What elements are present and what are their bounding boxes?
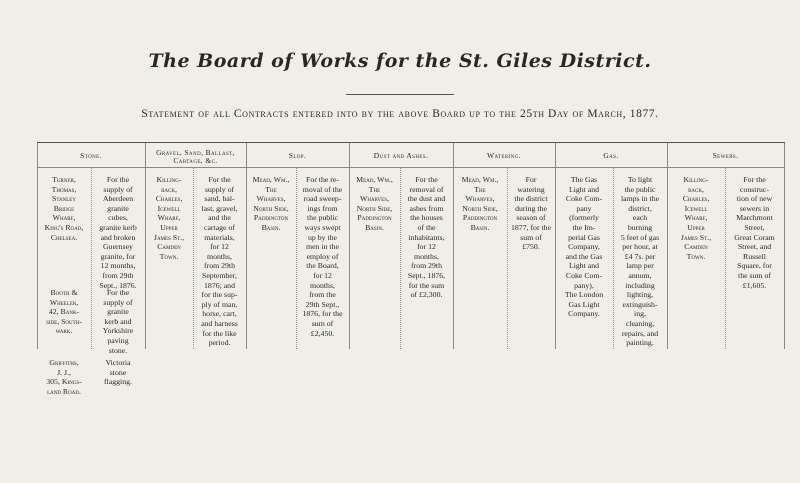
group-divider	[349, 143, 350, 349]
header-gas: Gas.	[603, 151, 619, 160]
header-watering: Watering.	[487, 151, 521, 160]
contract-description: For the supply of Aberdeen granite cubes, granite kerb and broken Guernsey granite, for 12 months, from 29th Sept., 1876.	[99, 175, 137, 290]
contract-description: For the removal of the dust and ashes from the houses of the inhabitants, for 12 months, from 29th Sept., 1876, for the sum of £2,300.	[407, 175, 446, 300]
page-title: The Board of Works for the St. Giles District.	[148, 50, 652, 72]
contractor-name: Griffiths, J. J., 305, Kings- land Road.	[46, 358, 82, 396]
group-divider	[246, 143, 247, 349]
page-subtitle: Statement of all Contracts entered into by the above Board up to the 25th Day of March, 1877.	[141, 108, 659, 120]
contract-description: For the re- moval of the road sweep- ings from the public ways swept up by the men in the employ of the Board, for 12 months, from the 29th Sept., 1876, for the sum of £2,450.	[302, 175, 343, 338]
contracts-table	[37, 142, 785, 396]
group-divider	[453, 143, 454, 349]
header-sewers: Sewers.	[712, 151, 739, 160]
title-rule	[346, 94, 454, 95]
contract-description: For the supply of granite kerb and Yorkshire paving stone.	[102, 288, 134, 355]
header-dust: Dust and Ashes.	[373, 151, 429, 160]
header-gravel: Gravel, Sand, Ballast, Cartage, &c.	[156, 148, 235, 165]
contract-description: Victoria stone flagging.	[104, 358, 132, 387]
header-stone: Stone.	[80, 151, 102, 160]
contractor-name: Mead, Wm., The Wharves, North Side, Paddington Basin.	[252, 175, 290, 232]
contractor-name: Mead, Wm., The Wharves, North Side, Paddington Basin.	[356, 175, 393, 232]
contract-description: For the supply of sand, bal- last, gravel, and the cartage of materials, for 12 months, from 29th September, 1876; and for the sup- ply of man, horse, cart, and harness for the like period.	[201, 175, 238, 348]
header-divider	[37, 167, 785, 168]
contract-description: For the construc- tion of new sewers in Marchmont Street, Great Coram Street, and Russell Square, for the sum of £1,605.	[734, 175, 775, 290]
contractor-name: Booth & Wheeler, 42, Bank- side, South- wark.	[46, 288, 82, 336]
contractor-name: Killing- back, Charles, Icewell Wharf, Upper James St., Camden Town.	[153, 175, 185, 261]
contract-description: For watering the district during the season of 1877, for the sum of £750.	[510, 175, 552, 252]
contractor-name: Killing- back, Charles, Icewell Wharf, Upper James St., Camden Town.	[680, 175, 712, 261]
contractor-name: Turner, Thomas, Stanley Bridge Wharf, King's Road, Chelsea.	[44, 175, 84, 242]
table-border-right	[784, 143, 785, 349]
contractor-name: Mead, Wm., The Wharves, North Side, Paddington Basin.	[461, 175, 499, 232]
contractor-name: The Gas Light and Coke Com- pany (formerly the Im- perial Gas Company, and the Gas Light and Coke Com- pany), The London Gas Light Company.	[564, 175, 604, 319]
header-slop: Slop.	[288, 151, 307, 160]
contract-description: To light the public lamps in the district, each burning 5 feet of gas per hour, at £4 7s. per lamp per annum, including lighting, extinguish- ing, cleaning, repairs, and painting.	[620, 175, 660, 348]
